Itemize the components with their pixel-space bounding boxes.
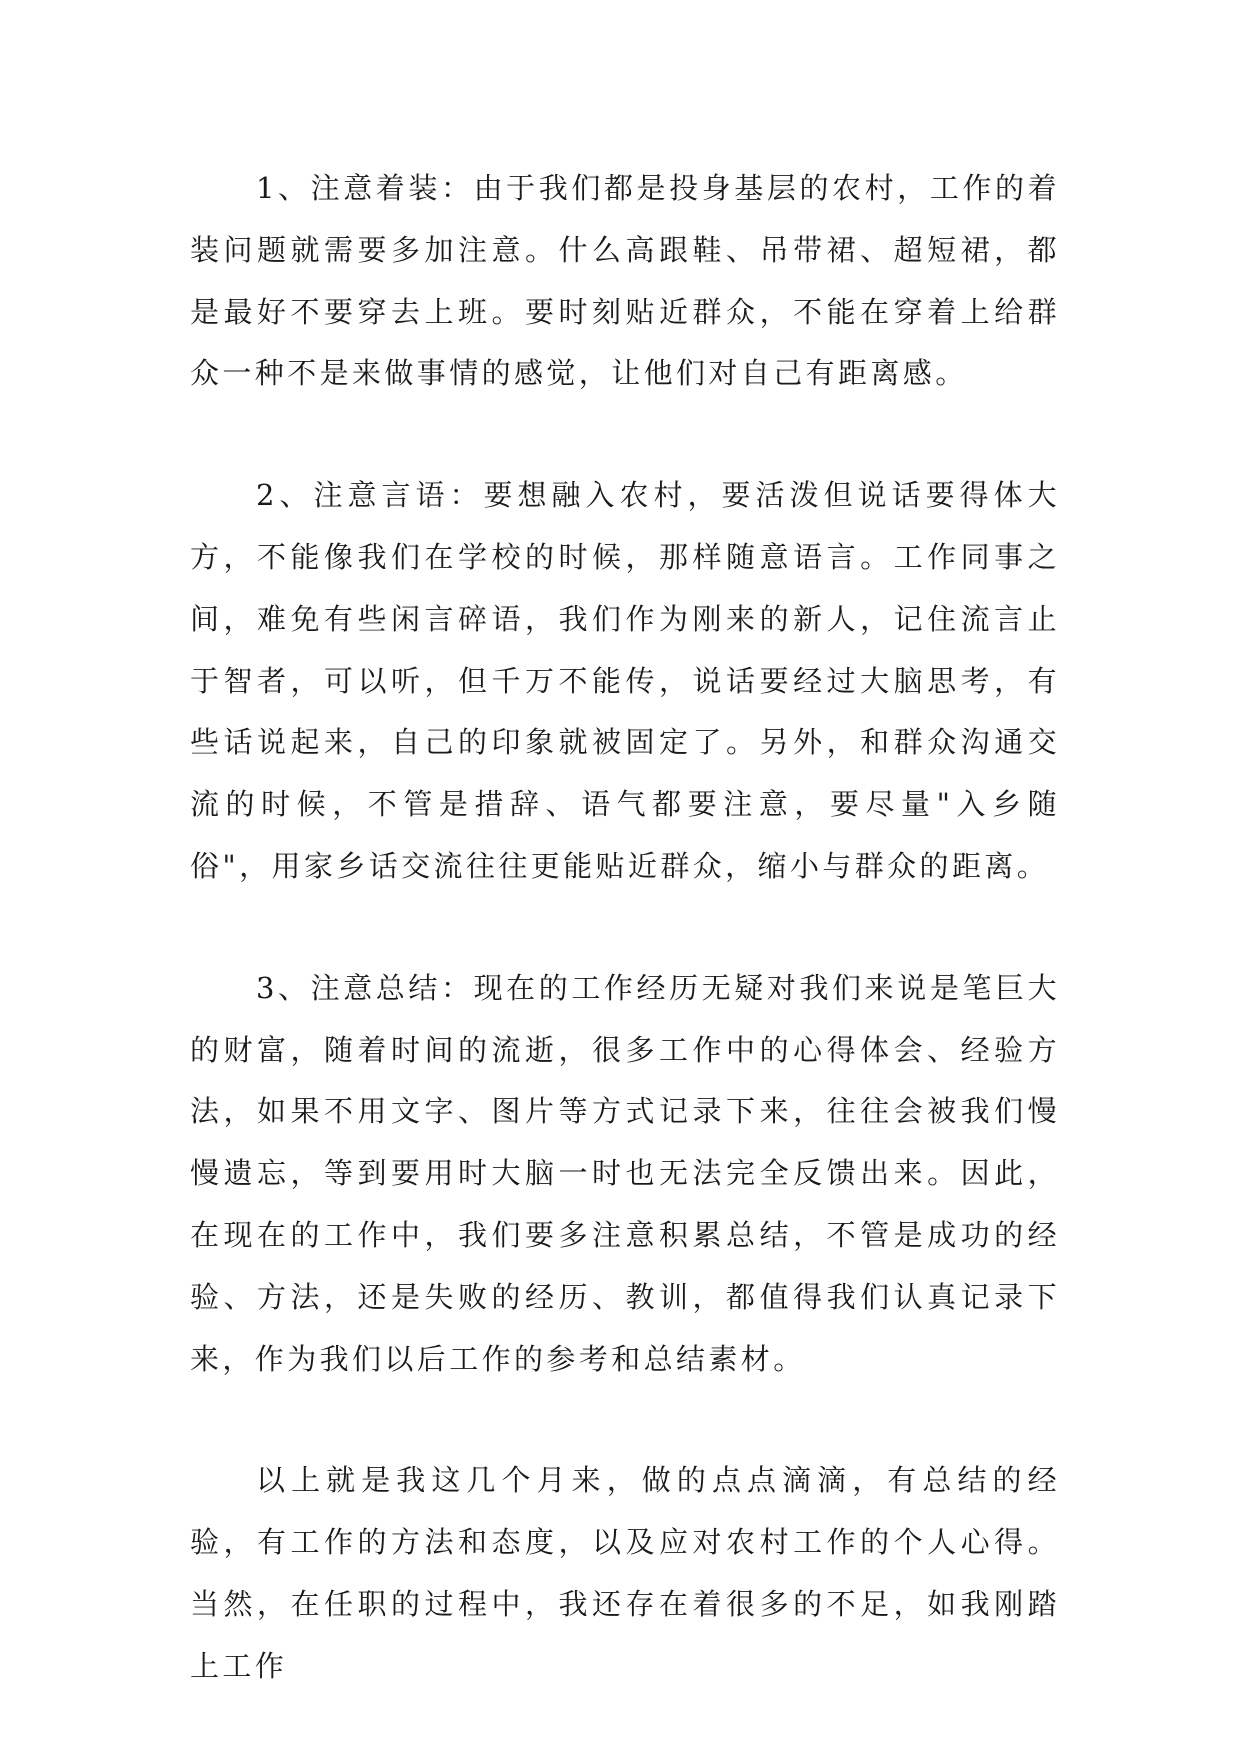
paragraph-summary: 3、注意总结：现在的工作经历无疑对我们来说是笔巨大的财富，随着时间的流逝，很多工作中的心得体会、经验方法，如果不用文字、图片等方式记录下来，往往会被我们慢慢遗忘，等到要用时大脑一时也无法完全反馈出来。因此，在现在的工作中，我们要多注意积累总结，不管是成功的经验、方法，还是失败的经历、教训，都值得我们认真记录下来，作为我们以后工作的参考和总结素材。 xyxy=(190,970,1060,1376)
paragraph-speech: 2、注意言语：要想融入农村，要活泼但说话要得体大方，不能像我们在学校的时候，那样随意语言。工作同事之间，难免有些闲言碎语，我们作为刚来的新人，记住流言止于智者，可以听，但千万不能传，说话要经过大脑思考，有些话说起来，自己的印象就被固定了。另外，和群众沟通交流的时候，不管是措辞、语气都要注意，要尽量"入乡随俗"，用家乡话交流往往更能贴近群众，缩小与群众的距离。 xyxy=(190,478,1060,883)
document-body xyxy=(190,158,1060,1698)
paragraph-conclusion: 以上就是我这几个月来，做的点点滴滴，有总结的经验，有工作的方法和态度，以及应对农村工作的个人心得。当然，在任职的过程中，我还存在着很多的不足，如我刚踏上工作 xyxy=(190,1463,1060,1683)
paragraph-attire: 1、注意着装：由于我们都是投身基层的农村，工作的着装问题就需要多加注意。什么高跟鞋、吊带裙、超短裙，都是最好不要穿去上班。要时刻贴近群众，不能在穿着上给群众一种不是来做事情的感觉，让他们对自己有距离感。 xyxy=(190,171,1060,391)
